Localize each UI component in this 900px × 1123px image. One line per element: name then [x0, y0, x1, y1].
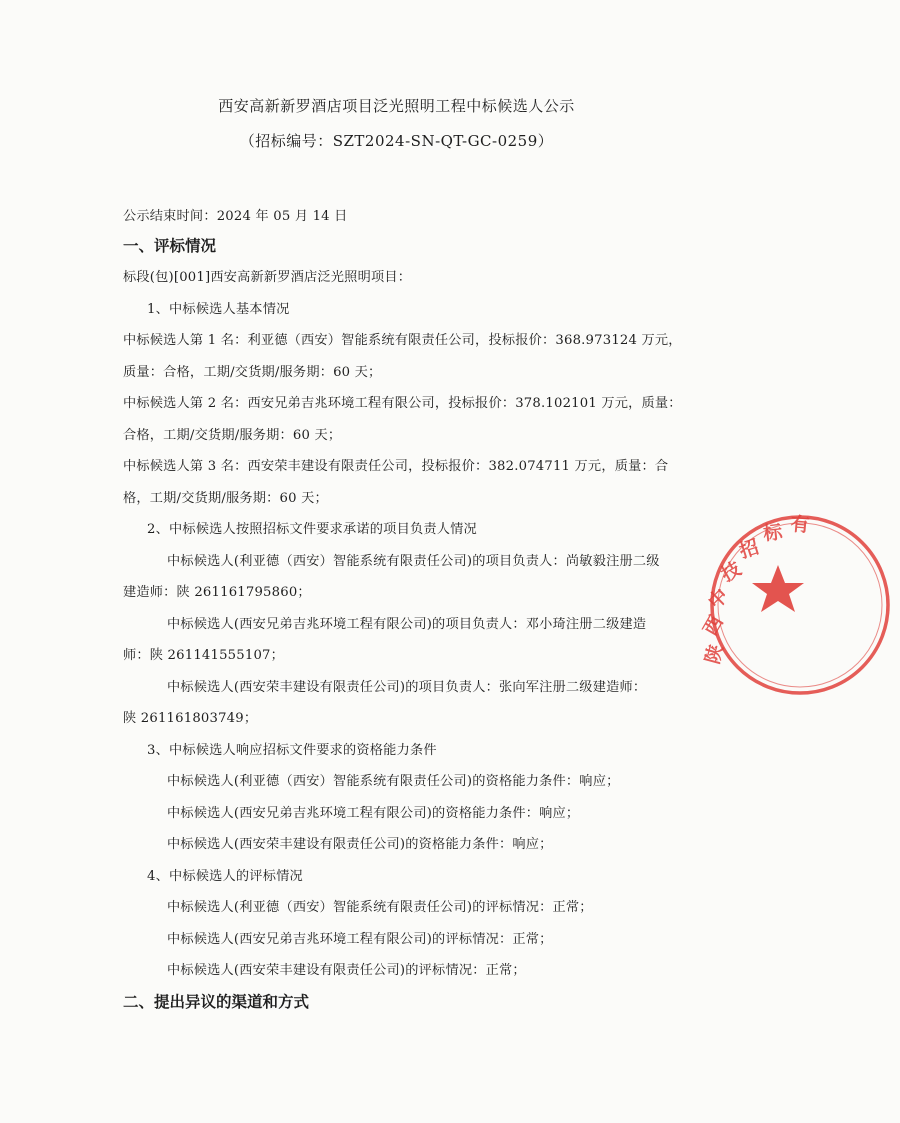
evaluation-line: 中标候选人(西安荣丰建设有限责任公司)的评标情况：正常；: [167, 963, 526, 978]
svg-text:西: 西: [699, 612, 728, 640]
qualification-line: 中标候选人(西安兄弟吉兆环境工程有限公司)的资格能力条件：响应；: [167, 806, 580, 821]
seal-star-icon: [752, 565, 804, 612]
candidate-line: 合格，工期/交货期/服务期：60 天；: [123, 428, 342, 443]
page-title: 西安高新新罗酒店项目泛光照明工程中标候选人公示: [218, 97, 575, 115]
official-seal-stamp: [700, 510, 900, 700]
tender-number: （招标编号：SZT2024-SN-QT-GC-0259）: [239, 132, 554, 150]
manager-line: 建造师：陕 261161795860；: [123, 585, 311, 600]
manager-line: 中标候选人(西安荣丰建设有限责任公司)的项目负责人：张向军注册二级建造师：: [167, 680, 647, 695]
subsection-heading-qualification: 3、中标候选人响应招标文件要求的资格能力条件: [147, 743, 437, 758]
section-heading-evaluation: 一、评标情况: [123, 237, 217, 255]
subsection-heading-evaluation-status: 4、中标候选人的评标情况: [147, 869, 303, 884]
candidate-line: 中标候选人第 2 名：西安兄弟吉兆环境工程有限公司，投标报价：378.102101 万元，质量：: [123, 396, 682, 411]
candidate-line: 中标候选人第 3 名：西安荣丰建设有限责任公司，投标报价：382.074711 万元，质量：合: [123, 459, 669, 474]
manager-line: 师：陕 261141555107；: [123, 648, 285, 663]
evaluation-line: 中标候选人(利亚德（西安）智能系统有限责任公司)的评标情况：正常；: [167, 900, 593, 915]
candidate-line: 格，工期/交货期/服务期：60 天；: [123, 491, 328, 506]
svg-text:陕: 陕: [701, 642, 728, 667]
manager-line: 陕 261161803749；: [123, 711, 258, 726]
svg-text:有: 有: [789, 513, 811, 537]
svg-text:招: 招: [736, 535, 762, 563]
svg-text:技: 技: [717, 557, 745, 587]
qualification-line: 中标候选人(西安荣丰建设有限责任公司)的资格能力条件：响应；: [167, 837, 553, 852]
evaluation-line: 中标候选人(西安兄弟吉兆环境工程有限公司)的评标情况：正常；: [167, 932, 553, 947]
manager-line: 中标候选人(利亚德（西安）智能系统有限责任公司)的项目负责人：尚敏毅注册二级: [167, 554, 660, 569]
qualification-line: 中标候选人(利亚德（西安）智能系统有限责任公司)的资格能力条件：响应；: [167, 774, 620, 789]
notice-end-time: 公示结束时间：2024 年 05 月 14 日: [123, 209, 348, 224]
svg-text:中: 中: [703, 584, 733, 614]
section-heading-objection: 二、提出异议的渠道和方式: [123, 993, 310, 1011]
candidate-line: 中标候选人第 1 名：利亚德（西安）智能系统有限责任公司，投标报价：368.973124 万元，: [123, 333, 682, 348]
candidate-line: 质量：合格，工期/交货期/服务期：60 天；: [123, 365, 382, 380]
manager-line: 中标候选人(西安兄弟吉兆环境工程有限公司)的项目负责人：邓小琦注册二级建造: [167, 617, 647, 632]
svg-text:标: 标: [762, 521, 784, 545]
subsection-heading-basic-info: 1、中标候选人基本情况: [147, 302, 290, 317]
lot-title: 标段(包)[001]西安高新新罗酒店泛光照明项目：: [123, 270, 412, 285]
subsection-heading-project-manager: 2、中标候选人按照招标文件要求承诺的项目负责人情况: [147, 522, 477, 537]
